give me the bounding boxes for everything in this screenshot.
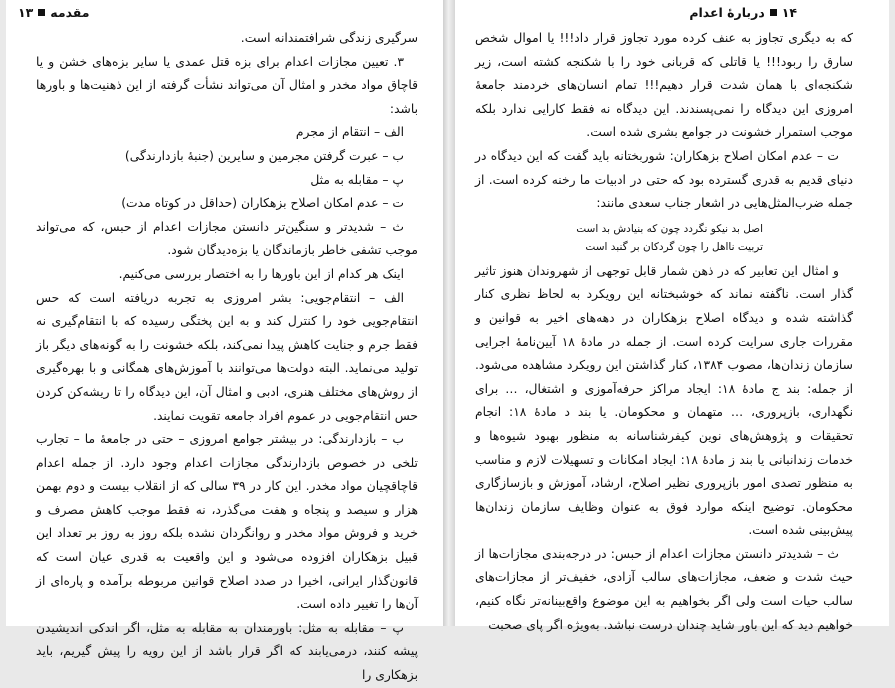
paragraph: که به دیگری تجاوز به عنف کرده مورد تجاوز قرار داد!!! یا اموال شخص سارق را ربود!!! یا قاتلی که قربانی خود را با شکنجه کشته است، زیر شکنجه‌ای با همان شدت قرار دهیم!!! تمام انسان‌های خردمند جامعهٔ امروزی این دیدگاه را نمی‌پسندند. این دیدگاه نه فقط کارایی ندارد بلکه موجب استمرار خشونت در جوامع بشری شده است. [475,31,853,140]
paragraph: ۳. تعیین مجازات اعدام برای بزه قتل عمدی یا سایر بزه‌های خشن و یا قاچاق مواد مخدر و امثال آن می‌تواند نشأت گرفته از این ذهنیت‌ها و باورها باشد: [36,54,418,116]
verse-line: اصل بد نیکو نگردد چون که بنیادش بد است [576,222,763,235]
right-page [455,0,889,632]
right-header-title: دربارهٔ اعدام [689,4,765,20]
paragraph: ت – عدم امکان اصلاح بزهکاران: شوربختانه باید گفت که این دیدگاه در دنیای قدیم به قدری گسترده بود که حتی در ادبیات ما رخنه کرده است. از جمله ضرب‌المثل‌هایی در اشعار جناب سعدی مانند: [475,148,853,211]
header-square-icon [38,9,45,16]
paragraph: الف – انتقام‌جویی: بشر امروزی به تجربه دریافته است که حس انتقام‌جویی خود را کنترل کند و به این پختگی رسیده که با انتقام‌گیری نه فقط جرم و جنایت کاهش پیدا نمی‌کند، بلکه خشونت را به گونه‌های دیگر باز تولید می‌نماید. البته دولت‌ها می‌توانند با آموزش‌های همگانی و با بهره‌گیری از روش‌های مختلف هنری، ادبی و امثال آن، این دیدگاه را تا ریشه‌کن کردن حس انتقام‌جویی در عموم افراد جامعه تقویت نمایند. [36,290,418,423]
right-running-header [689,3,797,21]
poem-verse [475,220,853,256]
header-square-icon [770,9,777,16]
right-page-number: ۱۴ [781,4,797,20]
right-page-body [475,27,853,637]
paragraph: ث – شدیدتر دانستن مجازات اعدام از حبس: در درجه‌بندی مجازات‌ها از حیث شدت و ضعف، مجازات‌های سالب آزادی، خفیف‌تر از مجازات‌های سالب حیات است ولی اگر بخواهیم به این موضوع واقع‌بینانه‌تر نگاه کنیم، خواهیم دید که این باور شاید چندان درست نباشد. به‌ویژه اگر پای صحبت [475,546,853,632]
paragraph: ب – بازدارندگی: در بیشتر جوامع امروزی – حتی در جامعهٔ ما – تجارب تلخی در خصوص بازدارندگی مجازات اعدام وجود دارد. از جمله اعدام قاچاقچیان مواد مخدر. این کار در ۳۹ سالی که از انقلاب بیست و دوم بهمن هزار و سیصد و پنجاه و هفت می‌گذرد، نه فقط موجب کاهش مصرف و خرید و فروش مواد مخدر و روانگردان نشده بلکه روز به روز بر تعداد این قبیل بزهکاران افزوده می‌شود و این واقعیت به قدری عیان است که قانون‌گذار ایرانی، اخیرا در صدد اصلاح قوانین مربوطه برآمده و پاره‌ای از آن‌ها را تغییر داده است. [36,432,419,612]
list-item: پ – مقابله به مثل [310,172,404,187]
list-item: الف – انتقام از مجرم [295,125,404,140]
left-page [6,0,443,683]
list-item: ث – شدیدتر و سنگین‌تر دانستن مجازات اعدام از حبس، که می‌تواند موجب تشفی خاطر بازماندگان یا بزه‌دیدگان شود. [36,219,418,258]
left-page-body [36,27,418,688]
list-item: ب – عبرت گرفتن مجرمین و سایرین (جنبهٔ بازدارندگی) [124,148,404,163]
left-page-number: ۱۳ [18,4,34,20]
left-running-header [18,3,90,21]
book-gutter [443,0,455,626]
paragraph: سرگیری زندگی شرافتمندانه است. [240,31,418,45]
list-item: ت – عدم امکان اصلاح بزهکاران (حداقل در کوتاه مدت) [121,196,404,211]
left-header-title: مقدمه [50,4,90,20]
paragraph: اینک هر کدام از این باورها را به اختصار بررسی می‌کنیم. [118,266,404,281]
paragraph: پ – مقابله به مثل: باورمندان به مقابله به مثل، اگر اندکی اندیشیدن پیشه کنند، درمی‌یابند که اگر قرار باشد از این رویه را پیش گیریم، باید بزهکاری را [36,620,418,683]
paragraph: و امثال این تعابیر که در ذهن شمار قابل توجهی از شهروندان هنوز تاثیر گذار است. ناگفته نماند که خوشبختانه این رویکرد به لحاظ نظری کنار گذاشته شده و دیدگاه اصلاح بزهکاران در دهه‌های اخیر به قوانین و مقررات جاری سرایت کرده است. از جمله در مادهٔ ۱۸ آیین‌نامهٔ اجرایی سازمان زندان‌ها، مصوب ۱۳۸۴، کنار گذاشتن این رویکرد مشاهده می‌شود. از جمله: بند ج مادهٔ ۱۸: ایجاد مراکز حرفه‌آموزی و اشتغال، … برای نگهداری، بازپروری، … متهمان و محکومان. یا بند د مادهٔ ۱۸: انجام تحقیقات و پژوهش‌های نوین کیفرشناسانه به منظور بهبود شیوه‌ها و خدمات زندانبانی یا بند ز مادهٔ ۱۸: ایجاد امکانات و تسهیلات لازم و مناسب به منظور تصدی امور بازپروری نظیر اصلاح، ارشاد، آموزش و بازسازگاری محکومان. توضیح اینکه موارد فوق به عنوان وظایف سازمان زندان‌ها پیش‌بینی شده است. [475,263,854,538]
verse-line: تربیت نااهل را چون گردکان بر گنبد است [585,240,763,253]
